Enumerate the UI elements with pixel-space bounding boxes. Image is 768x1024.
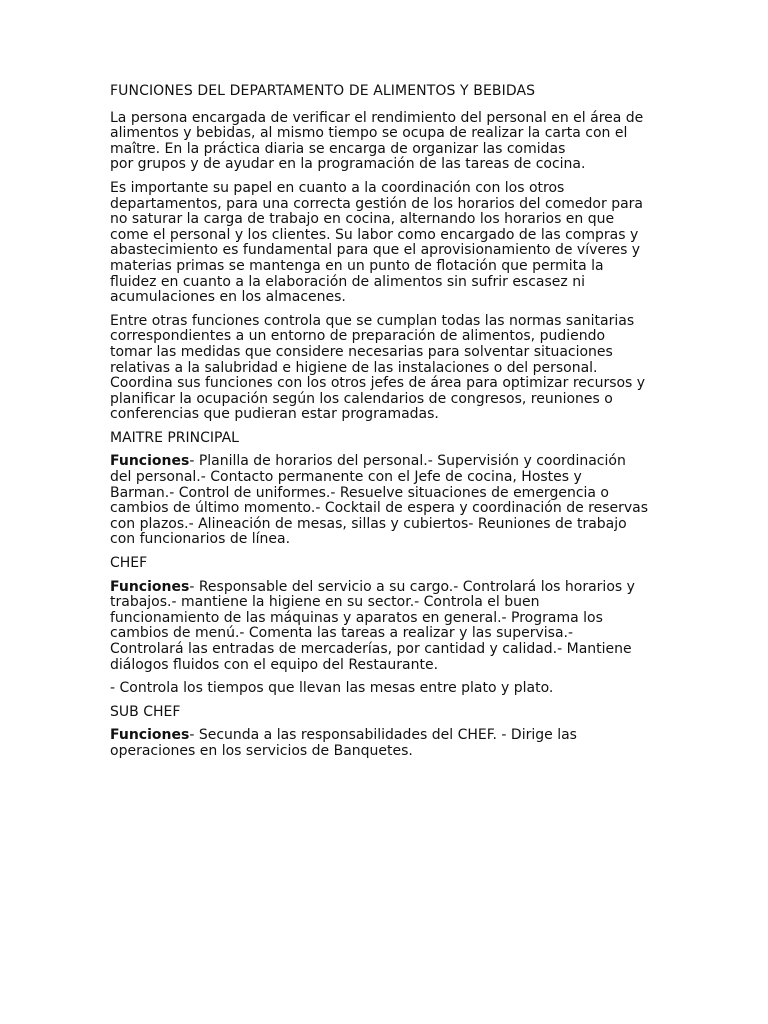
chef-functions-text: - Responsable del servicio a su cargo.- Controlará los horarios y trabajos.- mantiene la higiene en su sector.- Controla el buen funcionamiento de las máquinas y aparatos en general.- Programa los cambios de menú.- Comenta las tareas a realizar y las supervisa.- Controlará las entradas de mercaderías, por cantidad y calidad.- Mantiene diálogos fluidos con el equipo del Restaurante. — [110, 578, 635, 673]
chef-functions-label: Funciones — [110, 578, 190, 595]
document-title: FUNCIONES DEL DEPARTAMENTO DE ALIMENTOS Y BEBIDAS — [110, 83, 536, 99]
chef-section-title: CHEF — [110, 555, 148, 572]
document-page — [110, 84, 662, 768]
sub-chef-functions-label: Funciones — [110, 727, 190, 744]
intro-paragraph-2: Es importante su papel en cuanto a la coordinación con los otros departamentos, para una correcta gestión de los horarios del comedor para no saturar la carga de trabajo en cocina, alternando los horarios en que come el personal y los clientes. Su labor como encargado de las compras y abastecimiento es fundamental para que el aprovisionamiento de víveres y materias primas se mantenga en un punto de flotación que permita la fluidez en cuanto a la elaboración de alimentos sin sufrir escasez ni acumulaciones en los almacenes. — [110, 179, 643, 306]
maitre-functions-paragraph — [110, 454, 662, 548]
chef-extra-paragraph: - Controla los tiempos que llevan las mesas entre plato y plato. — [110, 680, 554, 697]
maitre-functions-text: - Planilla de horarios del personal.- Supervisión y coordinación del personal.- Contacto permanente con el Jefe de cocina, Hostes y Barman.- Control de uniformes.- Resuelve situaciones de emergencia o cambios de último momento.- Cocktail de espera y coordinación de reservas con plazos.- Alineación de mesas, sillas y cubiertos- Reuniones de trabajo con funcionarios de línea. — [110, 453, 649, 548]
sub-chef-section-title: SUB CHEF — [110, 703, 181, 720]
intro-paragraph-3: Entre otras funciones controla que se cumplan todas las normas sanitarias correspondientes a un entorno de preparación de alimentos, pudiendo tomar las medidas que considere necesarias para solventar situaciones relativas a la salubridad e higiene de las instalaciones o del personal. Coordina sus funciones con los otros jefes de área para optimizar recursos y planificar la ocupación según los calendarios de congresos, reuniones o conferencias que pudieran estar programadas. — [110, 312, 646, 423]
maitre-functions-label: Funciones — [110, 453, 190, 470]
intro-paragraph-1: La persona encargada de verificar el rendimiento del personal en el área de alimentos y bebidas, al mismo tiempo se ocupa de realizar la carta con el maître. En la práctica diaria se encarga de organizar las comidas por grupos y de ayudar en la programación de las tareas de cocina. — [110, 109, 644, 173]
chef-functions-paragraph — [110, 580, 662, 674]
sub-chef-functions-text: - Secunda a las responsabilidades del CHEF. - Dirige las operaciones en los servicios de Banquetes. — [110, 727, 577, 759]
maitre-section-title: MAITRE PRINCIPAL — [110, 429, 239, 446]
sub-chef-functions-paragraph — [110, 728, 662, 759]
